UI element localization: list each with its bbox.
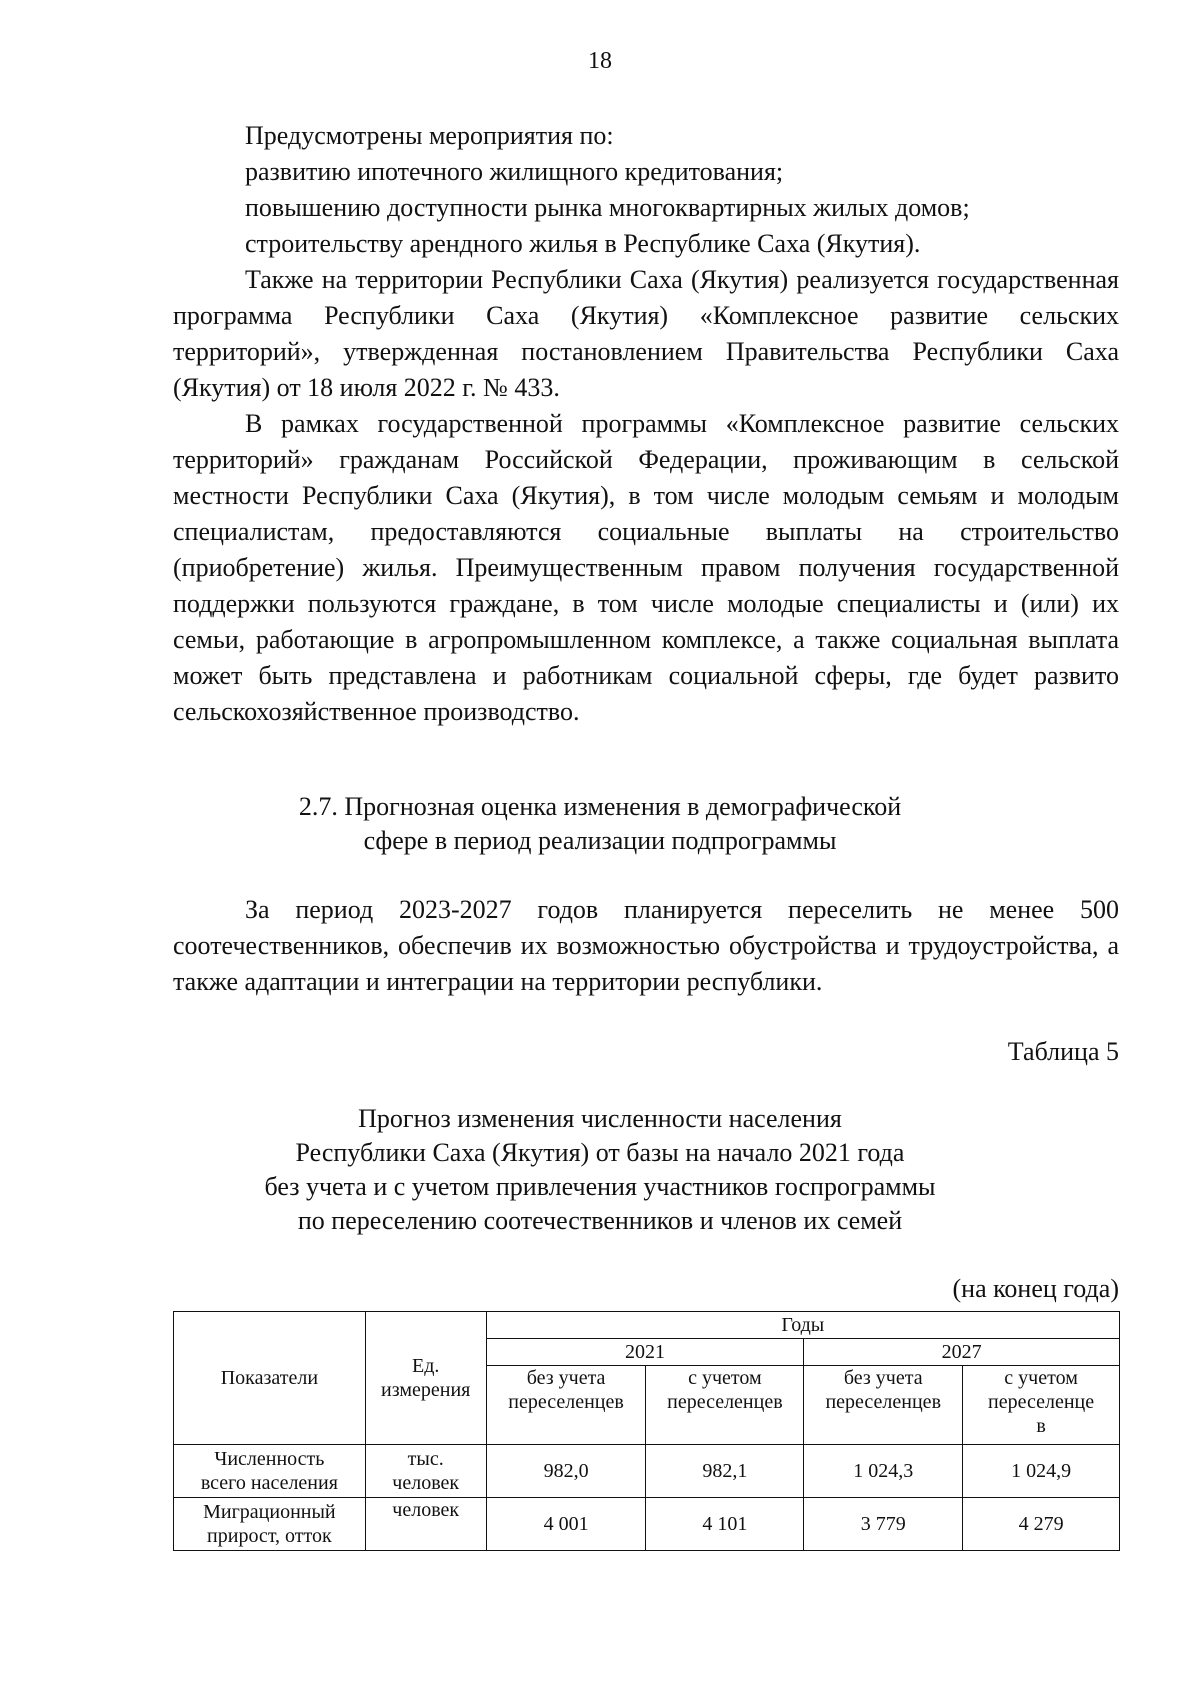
section-text	[173, 892, 1119, 1000]
header-col-line: с учетом	[1004, 1367, 1078, 1389]
section-heading	[0, 790, 1200, 858]
table-cell: 4 001	[486, 1498, 646, 1551]
table-cell: 1 024,3	[804, 1445, 963, 1498]
table-cell: 982,1	[646, 1445, 804, 1498]
table-label: Таблица 5	[1007, 1037, 1119, 1066]
row-unit-line: тыс.	[407, 1448, 444, 1470]
table-title-line: по переселению соотечественников и членов их семей	[297, 1206, 903, 1235]
table-title-line: Прогноз изменения численности населения	[358, 1104, 842, 1133]
body-text	[173, 118, 1119, 730]
measure-item: строительству арендного жилья в Республике Саха (Якутия).	[245, 229, 921, 258]
row-unit-line: человек	[392, 1472, 460, 1494]
table-title-line: без учета и с учетом привлечения участников госпрограммы	[264, 1172, 936, 1201]
header-col-1	[486, 1366, 646, 1445]
header-col-line: переселенцев	[825, 1391, 942, 1413]
header-col-4	[963, 1366, 1120, 1445]
header-unit	[365, 1312, 486, 1445]
header-unit-line: измерения	[381, 1379, 471, 1401]
header-col-line: без учета	[843, 1367, 923, 1389]
header-indicators: Показатели	[174, 1312, 366, 1445]
measure-item: повышению доступности рынка многоквартирных жилых домов;	[245, 193, 970, 222]
header-years: Годы	[486, 1312, 1119, 1339]
page-number: 18	[588, 48, 612, 74]
header-year-2027: 2027	[804, 1339, 1120, 1366]
header-col-3	[804, 1366, 963, 1445]
table-note: (на конец года)	[952, 1274, 1119, 1303]
measure-item: развитию ипотечного жилищного кредитования;	[245, 157, 784, 186]
table-cell: 4 279	[963, 1498, 1120, 1551]
table-cell: 4 101	[646, 1498, 804, 1551]
paragraph: За период 2023-2027 годов планируется переселить не менее 500 соотечественников, обеспечив их возможностью обустройства и трудоустройства, а также адаптации и интеграции на территории республики.	[173, 895, 1119, 996]
row-unit	[365, 1498, 486, 1551]
header-unit-line: Ед.	[412, 1355, 440, 1377]
header-col-line: с учетом	[688, 1367, 762, 1389]
header-col-line: переселенцев	[508, 1391, 624, 1413]
row-unit	[365, 1445, 486, 1498]
row-unit-line: человек	[392, 1499, 460, 1521]
row-name-line: Численность	[214, 1448, 325, 1470]
header-col-line: в	[1036, 1415, 1046, 1437]
table-title	[0, 1102, 1200, 1238]
row-name-line: всего населения	[200, 1472, 338, 1494]
paragraph: В рамках государственной программы «Комплексное развитие сельских территорий» гражданам Российской Федерации, проживающим в сельской местности Республики Саха (Якутия), в том числе молодым семьям и молодым специалистам, предоставляются социальные выплаты на строительство (приобретение) жилья. Преимущественным правом получения государственной поддержки пользуются граждане, в том числе молодые специалисты и (или) их семьи, работающие в агропромышленном комплексе, а также социальная выплата может быть представлена и работникам социальной сферы, где будет развито сельскохозяйственное производство.	[173, 409, 1119, 726]
header-col-line: без учета	[526, 1367, 606, 1389]
row-name	[174, 1445, 366, 1498]
population-forecast-table	[173, 1311, 1120, 1551]
section-heading-line: сфере в период реализации подпрограммы	[363, 826, 837, 855]
row-name	[174, 1498, 366, 1551]
table-row	[174, 1445, 1120, 1498]
row-name-line: прирост, отток	[207, 1525, 332, 1547]
table-row	[174, 1498, 1120, 1551]
header-year-2021: 2021	[486, 1339, 804, 1366]
table-title-line: Республики Саха (Якутия) от базы на начало 2021 года	[295, 1138, 905, 1167]
table-cell: 3 779	[804, 1498, 963, 1551]
table-cell: 982,0	[486, 1445, 646, 1498]
header-col-line: переселенце	[988, 1391, 1095, 1413]
table-cell: 1 024,9	[963, 1445, 1120, 1498]
paragraph: Также на территории Республики Саха (Якутия) реализуется государственная программа Республики Саха (Якутия) «Комплексное развитие сельских территорий», утвержденная постановлением Правительства Республики Саха (Якутия) от 18 июля 2022 г. № 433.	[173, 265, 1119, 402]
header-col-line: переселенцев	[667, 1391, 783, 1413]
section-heading-line: 2.7. Прогнозная оценка изменения в демографической	[298, 792, 902, 821]
header-col-2	[646, 1366, 804, 1445]
row-name-line: Миграционный	[203, 1501, 336, 1523]
measures-intro: Предусмотрены мероприятия по:	[245, 121, 614, 150]
